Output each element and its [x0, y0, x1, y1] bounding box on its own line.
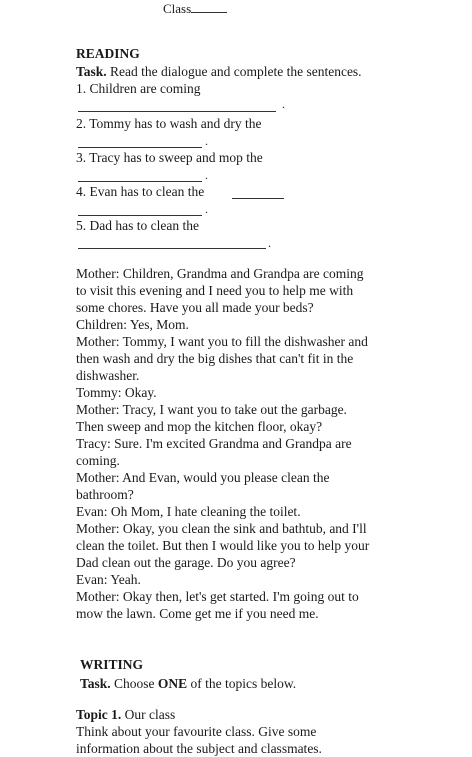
answer-blank-1 — [78, 111, 276, 112]
dialogue-text — [76, 265, 396, 622]
sentence-item-4: 4. Evan has to clean the — [76, 184, 205, 199]
answer-blank-3 — [78, 181, 202, 182]
dialogue-line: Mother: Tracy, I want you to take out the garbage. — [76, 402, 347, 417]
sentence-item-1: 1. Children are coming — [76, 81, 201, 96]
reading-title: READING — [76, 46, 140, 61]
answer-blank-4b — [78, 215, 202, 216]
topic-1-title: Our class — [121, 707, 176, 722]
writing-task-label: Task. — [80, 676, 111, 691]
topic-1-label: Topic 1. — [76, 707, 122, 722]
topic-1-description: Think about your favourite class. Give some — [76, 724, 317, 739]
answer-blank-2 — [78, 147, 202, 148]
sentence-item-2: 2. Tommy has to wash and dry the — [76, 116, 262, 131]
class-label: Class — [163, 1, 192, 16]
class-header — [163, 0, 227, 17]
topic-1-description-cont: information about the subject and classmates. — [76, 741, 322, 756]
dialogue-line: Dad clean out the garage. Do you agree? — [76, 555, 296, 570]
dialogue-line: Mother: Okay, you clean the sink and bathtub, and I'll — [76, 521, 367, 536]
dialogue-line: some chores. Have you all made your beds? — [76, 300, 314, 315]
dialogue-line: Mother: And Evan, would you please clean the — [76, 470, 330, 485]
dialogue-line: bathroom? — [76, 487, 134, 502]
reading-task-label: Task. — [76, 64, 107, 79]
period-mark: . — [282, 97, 285, 111]
dialogue-line: to visit this evening and I need you to help me with — [76, 283, 354, 298]
dialogue-line: Tracy: Sure. I'm excited Grandma and Grandpa are — [76, 436, 352, 451]
period-mark: . — [205, 202, 208, 216]
dialogue-line: Evan: Yeah. — [76, 572, 141, 587]
dialogue-line: Mother: Tommy, I want you to fill the dishwasher and — [76, 334, 368, 349]
dialogue-line: Mother: Okay then, let's get started. I'm going out to — [76, 589, 359, 604]
class-blank — [191, 1, 227, 13]
dialogue-line: Children: Yes, Mom. — [76, 317, 189, 332]
dialogue-line: dishwasher. — [76, 368, 140, 383]
dialogue-line: Then sweep and mop the kitchen floor, okay? — [76, 419, 323, 434]
sentence-item-3: 3. Tracy has to sweep and mop the — [76, 150, 263, 165]
writing-task-emphasis: ONE — [157, 676, 188, 691]
reading-task-text: Read the dialogue and complete the sentences. — [106, 64, 362, 79]
dialogue-line: clean the toilet. But then I would like you to help your — [76, 538, 370, 553]
dialogue-line: coming. — [76, 453, 120, 468]
answer-blank-5 — [78, 248, 266, 249]
period-mark: . — [205, 168, 208, 182]
writing-title: WRITING — [80, 657, 144, 672]
writing-task — [80, 675, 296, 692]
dialogue-line: then wash and dry the big dishes that can't fit in the — [76, 351, 354, 366]
dialogue-line: Tommy: Okay. — [76, 385, 157, 400]
writing-task-post: of the topics below. — [187, 676, 297, 691]
reading-task — [76, 63, 362, 80]
period-mark: . — [268, 236, 271, 250]
dialogue-line: Mother: Children, Grandma and Grandpa are coming — [76, 266, 364, 281]
writing-task-pre: Choose — [110, 676, 158, 691]
topic-1-heading — [76, 706, 175, 723]
period-mark: . — [205, 134, 208, 148]
sentence-item-5: 5. Dad has to clean the — [76, 218, 199, 233]
dialogue-line: Evan: Oh Mom, I hate cleaning the toilet. — [76, 504, 301, 519]
dialogue-line: mow the lawn. Come get me if you need me. — [76, 606, 319, 621]
answer-blank-4a — [232, 198, 284, 199]
